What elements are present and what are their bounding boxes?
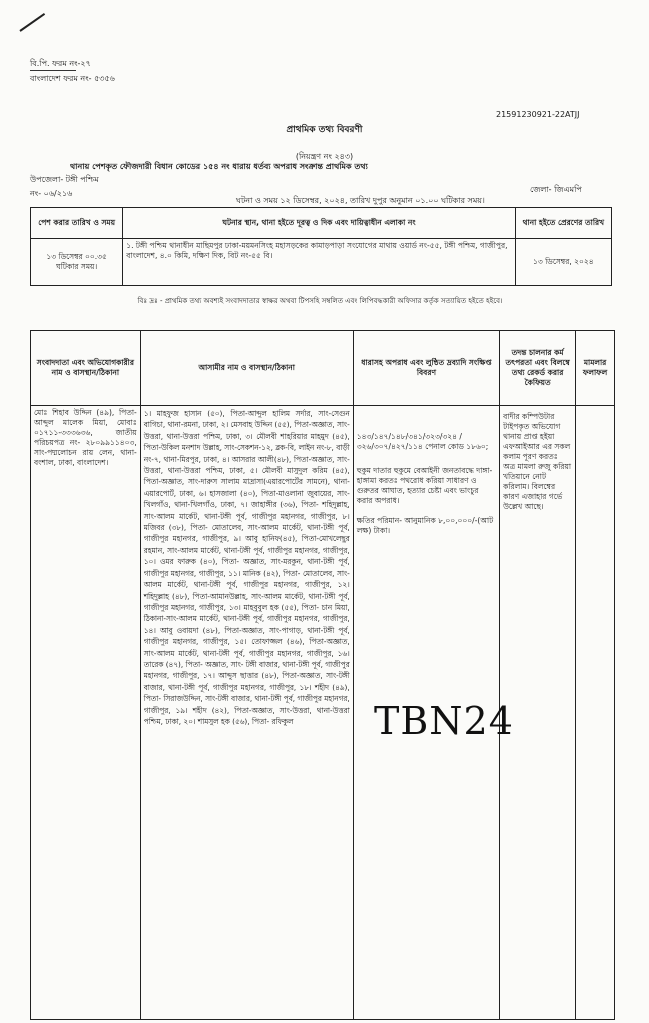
incident-table-row — [31, 239, 612, 286]
loss-amount: ক্ষতির পরিমান- আনুমানিক ৮,০০,০০০/-(আট লক্ষ) টাকা। — [356, 516, 494, 535]
crime-description: হুকুম দাতার হুকুমে বেআইনী জনতাবদ্ধে দাঙ্গা-হাঙ্গামা করতঃ পথরোধ করিয়া সাধারণ ও গুরুতর আঘাত, হত্যার চেষ্টা এবং ভাংচুর করার অপরাধ। — [356, 466, 493, 505]
district: জেলা- জিএমপি — [530, 185, 582, 194]
investigation-note: বাদীর কম্পিউটার টাইপকৃত অভিযোগ থানায় প্রাপ্ত হইয়া এফআইআর এর সকল কলাম পূরণ করতঃ অত্র মামলা রুজু করিয়া খতিয়ানে নোট করিলাম। বিলম্বের কারণ এজাহার গর্ভে উল্লেখ আছে। — [500, 406, 576, 1020]
incident-table — [30, 207, 612, 286]
dispatch-date: ১৩ ডিসেম্বর, ২০২৪ — [515, 239, 611, 286]
incident-time: ঘটনা ও সময় ১২ ডিসেম্বর, ২০২৪, তারিখ দুপুর অনুমান ০১.০০ ঘটিকার সময়। — [236, 196, 485, 205]
pen-mark — [19, 13, 45, 32]
penal-sections: ১৪৩/১৪৭/১৪৮/৩৪১/৩২৩/৩২৪ /৩২৬/৩০৭/৪২৭/১১৪ পেনাল কোড ১৮৬০; — [356, 432, 489, 451]
submission-time: ১৩ ডিসেম্বর ০০.৩৫ ঘটিকার সময়। — [31, 239, 123, 286]
case-details-header — [31, 331, 615, 406]
case-details-row — [31, 406, 615, 1020]
offence-header: ধারাসহ অপরাধ এবং লুন্ঠিত দ্রব্যাদি সংক্ষিপ্ত বিবরণ — [353, 331, 499, 406]
incident-location-header: ঘটনার স্থান, থানা হইতে দূরত্ব ও দিক এবং দায়িত্বাধীন এলাকা নং — [123, 208, 515, 239]
regulation-number: (নিয়ন্ত্রণ নং ২৪৩) — [295, 152, 354, 161]
upazila: উপজেলা- টঙ্গী পশ্চিম — [30, 175, 99, 184]
document-id: 21591230921-22ATJJ — [496, 110, 580, 119]
case-result — [576, 406, 615, 1020]
accused-list: ১। মাহফুজ হাসান (৫০), পিতা-আব্দুল হালিম সর্দার, সাং-সেগুন বাগিচা, থানা-রমনা, ঢাকা, ২। মেসবাহ উদ্দিন (৫৫), পিতা-অজ্ঞাত, সাং-উত্তরা, থানা-উত্তরা পশ্চিম, ঢাকা, ৩। মৌলবী শাহরিয়ার মাহমুদ (৪৫), পিতা-উকিল মনশাদ উল্লাহ, সাং-সেকশন-১২, ব্লক-বি, লাইন নং-৮, বাড়ী নং-৭, থানা-মিরপুর, ঢাকা, ৪। আসরার আলী(৪৮), পিতা-অজ্ঞাত, সাং-উত্তরা, থানা-উত্তরা পশ্চিম, ঢাকা, ৫। মৌলবী মাসুদুল করিম (৪৫), পিতা-অজ্ঞাত, সাং-দারুস সালাম মাদ্রাসা(এয়ারপোর্টের সামনে), থানা-এয়ারপোর্ট, ঢাকা, ৬। হাসজালা (৪০), পিতা-মাওলানা জুবায়ের, সাং-খিলগাঁও, থানা-খিলগাঁও, ঢাকা, ৭। জাহাঙ্গীর (৩৬), পিতা- শহিদুল্লাহ, সাং-আলম মার্কেট, থানা-টঙ্গী পূর্ব, গাজীপুর মহানগর, গাজীপুর, ৮। মজিবর (৩৮), পিতা- মোতালেব, সাং-আলম মার্কেট, থানা-টঙ্গী পূর্ব, গাজীপুর মহানগর, গাজীপুর, ৯। আবু হানিফ(৪৫), পিতা-মোখলেছুর রহমান, সাং-আলম মার্কেট, থানা-টঙ্গী পূর্ব, গাজীপুর মহানগর, গাজীপুর, ১০। ওমর ফারুক (৪০), পিতা- অজ্ঞাত, সাং-মরকুন, থানা-টঙ্গী পূর্ব, গাজীপুর মহানগর, গাজীপুর, ১১। মানিক (৪২), পিতা- মোতালেব, সাং-আলম মার্কেট, থানা-টঙ্গী পূর্ব, গাজীপুর মহানগর, গাজীপুর, ১২। শহিদুল্লাহ (৪৮), পিতা-আমানউল্লাহ, সাং-আলম মার্কেট, থানা-টঙ্গী পূর্ব, গাজীপুর মহানগর, গাজীপুর, ১৩। মাহবুবুল হক (৫৫), পিতা- চান মিয়া, ঠিকানা-সাং-আলম মার্কেট, থানা-টঙ্গী পূর্ব, গাজীপুর মহানগর, গাজীপুর, ১৪। আবু ওবায়দা (৪৮), পিতা-অজ্ঞাত, সাং-পাগাড়, থানা-টঙ্গী পূর্ব, গাজীপুর মহানগর, গাজীপুর, ১৫। তোফাজ্জল (৪৬), পিতা-অজ্ঞাত, সাং-আলম মার্কেট, থানা-টঙ্গী পূর্ব, গাজীপুর মহানগর, গাজীপুর, ১৬। তারেক (৪৭), পিতা- অজ্ঞাত, সাং- টঙ্গী বাজার, থানা-টঙ্গী পূর্ব, গাজীপুর মহানগর, গাজীপুর, ১৭। আব্দুস ছাত্তার (৪৮), পিতা-অজ্ঞাত, সাং-টঙ্গী বাজার, থানা-টঙ্গী পূর্ব, গাজীপুর মহানগর, গাজীপুর, ১৮। শহীদ (৪৯), পিতা- সিরাজউদ্দিন, সাং-টঙ্গী বাজার, থানা-টঙ্গী পূর্ব, গাজীপুর মহানগর, গাজীপুর, ১৯। শহীদ (৪২), পিতা-অজ্ঞাত, সাং-উত্তরা, থানা-উত্তরা পশ্চিম, ঢাকা, ২০। শামসুল হক (৫৬), পিতা- রফিকুল — [140, 406, 353, 1020]
incident-table-header — [31, 208, 612, 239]
bangladesh-form-number: বাংলাদেশ ফরম নং- ৫৩৫৬ — [30, 74, 115, 83]
tbn24-watermark: TBN24 — [374, 699, 514, 743]
accused-header: আসামীর নাম ও বাসস্থান/ঠিকানা — [140, 331, 353, 406]
informant-header: সংবাদদাতা এবং অভিযোগকারীর নাম ও বাসস্থান/ঠিকানা — [31, 331, 141, 406]
investigation-header: তদন্ত চালনার কর্ম তৎপরতা এবং বিলম্বে তথ্য রেকর্ড করার কৈফিয়ত — [500, 331, 576, 406]
attestation-note: বিঃ দ্রঃ - প্রাথমিক তথ্য অবশ্যই সংবাদদাতার স্বাক্ষর অথবা টিপসহি সম্বলিত এবং লিপিবদ্ধকারী অফিসার কর্তৃক সত্যায়িত হইতে হইবে। — [137, 297, 503, 305]
document-title: প্রাথমিক তথ্য বিবরণী — [286, 125, 363, 135]
dispatch-date-header: থানা হইতে প্রেরণের তারিখ — [515, 208, 611, 239]
document-subtitle: থানায় পেশকৃত ফৌজদারী বিধান কোডের ১৫৪ নং ধারায় ধর্তব্য অপরাধ সংক্রান্ত প্রাথমিক তথ্য — [70, 162, 368, 171]
informant-details: মোঃ শিহাব উদ্দিন (৪৯), পিতা-আব্দুল মালেক মিয়া, মোবাঃ ০১৭১১-৩৩৩৬৩৬, জাতীয় পরিচয়পত্র নং- ২৮০৯৯১১৪০৩, সাং-পদ্মলোচন রায় লেন, থানা-বংশাল, ঢাকা, বাংলাদেশ। — [31, 406, 141, 1020]
form-number-underline — [30, 70, 76, 71]
case-number: নং- ০৬/২১৬ — [30, 189, 73, 198]
incident-location: ১. টঙ্গী পশ্চিম থানাধীন মাছিমপুর ঢাকা-ময়মনসিংহ মহাসড়কের কামাড়পাড়া সংযোগের মাথায় ওয়ার্ড নং-৫৫, টঙ্গী পশ্চিম, গাজীপুর, বাংলাদেশ, ৪.০ কিমি, দক্ষিণ দিক, বিট নং-৫৫ বি। — [123, 239, 515, 286]
result-header: মামলার ফলাফল — [576, 331, 615, 406]
case-details-table — [30, 330, 615, 1020]
submission-time-header: পেশ করার তারিখ ও সময় — [31, 208, 123, 239]
form-number: বি.পি. ফরম নং-২৭ — [30, 59, 91, 68]
